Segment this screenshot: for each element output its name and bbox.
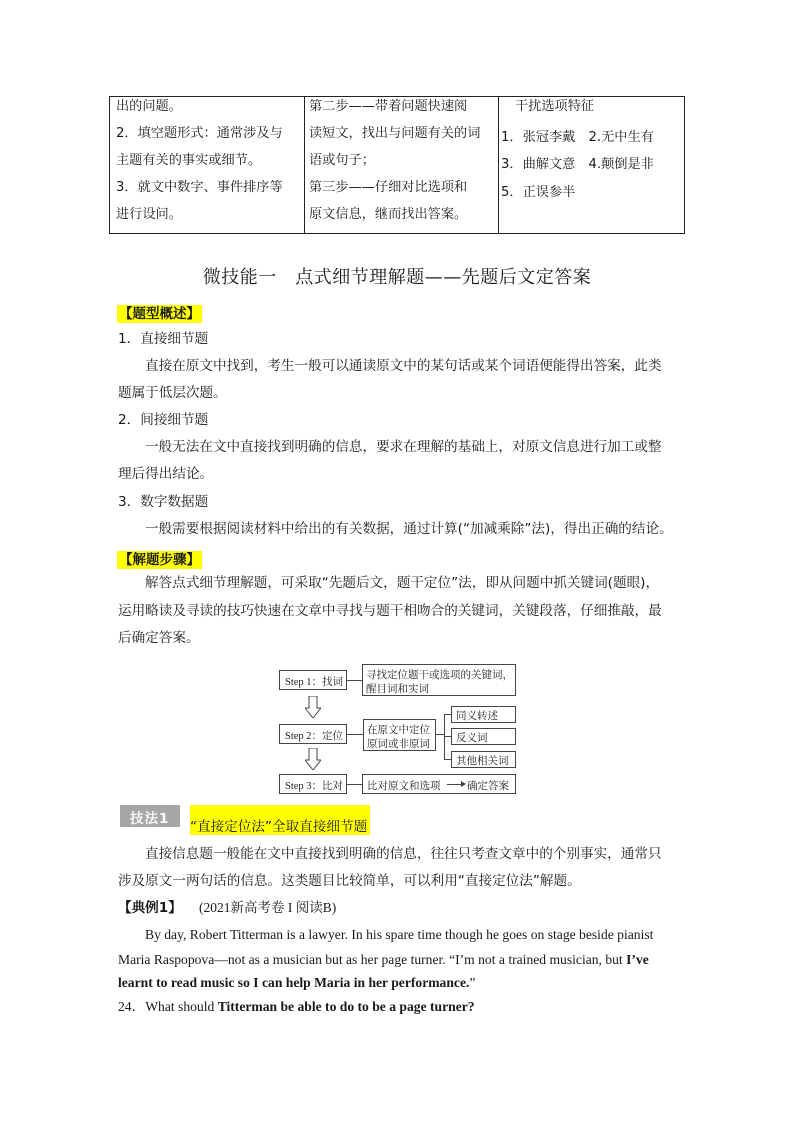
passage-text: Maria Raspopova—not as a musician but as her page turner. “I’m not a trained musician, but [118,952,627,967]
technique-badge [120,805,180,827]
table-column-1 [110,97,305,233]
connector-line [444,736,451,737]
example-label: 【典例1】 [118,900,182,916]
passage-text: ” [469,975,476,990]
table-cell-text: 第三步——仔细对比选项和 [309,180,468,195]
flow-option-label: 其他相关词 [456,756,509,767]
paragraph-text: 直接信息题一般能在文中直接找到明确的信息，往往只考查文章中的个别事实，通常只 [145,846,662,862]
flow-step1-desc-box [362,664,516,696]
table-cell-text: 3．曲解文意 4.颠倒是非 [501,157,654,172]
table-column-2 [305,97,499,233]
paragraph-text: 解答点式细节理解题，可采取“先题后文，题干定位”法，即从问题中抓关键词(题眼)， [145,575,660,591]
table-cell-text: 干扰选项特征 [515,99,595,114]
table-cell-text: 5．正误参半 [501,185,576,200]
connector-line [444,759,451,760]
flow-option-label: 反义词 [456,733,488,744]
example-source: (2021新高考卷 I 阅读B) [199,900,337,915]
flow-step3-result: 确定答案 [467,781,509,792]
english-passage-line [118,952,649,968]
tag-overview: 【题型概述】 [119,306,200,322]
flow-step3-box [279,774,347,794]
connector-line [347,680,362,681]
table-cell-text: 读短文，找出与问题有关的词 [309,126,481,141]
technique-label: 技法1 [130,811,170,827]
down-arrow-icon [305,748,321,770]
section-title: 微技能一 点式细节理解题——先题后文定答案 [202,267,592,288]
flow-step3-label: Step 3：比对 [285,781,344,792]
connector-line [347,784,362,785]
paragraph-text: 题属于低层次题。 [118,385,227,401]
connector-line [436,734,444,735]
table-cell-text: 出的问题。 [116,99,182,114]
flow-option-related [451,751,516,768]
question-text: What should [145,999,218,1014]
heading-direct: 1．直接细节题 [118,331,209,347]
table-cell-text: 进行设问。 [116,207,182,222]
technique-title: “直接定位法”全取直接细节题 [190,819,368,835]
flow-option-antonym [451,728,516,745]
flow-step2-desc-line1: 在原文中定位 [367,725,430,736]
flow-option-synonym [451,706,516,723]
paragraph-text: 后确定答案。 [118,630,200,646]
flow-step2-label: Step 2：定位 [285,731,344,742]
table-cell-text: 3．就文中数字、事件排序等 [116,180,283,195]
table-cell-text: 2．填空题形式：通常涉及与 [116,126,283,141]
english-passage-line [118,975,475,991]
paragraph-text: 涉及原文一两句话的信息。这类题目比较简单，可以利用“直接定位法”解题。 [118,873,581,889]
heading-numeric: 3．数字数据题 [118,494,209,510]
flow-step3-desc-box [362,774,516,794]
english-passage-line: By day, Robert Titterman is a lawyer. In his spare time though he goes on stage beside pianist [145,927,654,942]
table-cell-text: 原文信息，继而找出答案。 [309,207,468,222]
flow-option-label: 同义转述 [456,711,498,722]
tag-steps: 【解题步骤】 [119,552,200,568]
arrow-head-icon [461,781,466,787]
paragraph-text: 一般无法在文中直接找到明确的信息，要求在理解的基础上，对原文信息进行加工或整 [145,439,662,455]
table-cell-text: 主题有关的事实或细节。 [116,153,262,168]
flow-step1-label: Step 1：找词 [285,677,344,688]
flow-step1-box [279,670,347,690]
flow-step3-desc: 比对原文和选项 [367,781,441,792]
flow-step2-box [279,724,347,744]
paragraph-text: 理后得出结论。 [118,466,214,482]
connector-line [347,734,363,735]
flow-step1-desc-line1: 寻找定位题干或选项的关键词， [366,670,513,681]
flow-step1-desc-line2: 醒目词和实词 [366,684,429,695]
flow-step2-desc-line2: 原词或非原词 [367,739,430,750]
heading-indirect: 2．间接细节题 [118,412,209,428]
paragraph-text: 一般需要根据阅读材料中给出的有关数据，通过计算(“加减乘除”法)，得出正确的结论。 [145,521,673,537]
table-column-3 [499,97,685,233]
summary-table [109,96,685,234]
down-arrow-icon [305,696,321,718]
flow-step2-desc-box [363,719,436,751]
paragraph-text: 运用略读及寻读的技巧快速在文章中寻找与题干相吻合的关键词，关键段落，仔细推敲，最 [118,603,662,619]
question-line [118,999,475,1015]
question-number: 24． [118,999,146,1014]
table-cell-text: 1．张冠李戴 2.无中生有 [501,130,654,145]
question-bold-text: Titterman be able to do to be a page turner? [217,999,475,1014]
connector-line [444,714,451,715]
passage-bold-text: learnt to read music so I can help Maria in her performance. [118,975,470,990]
paragraph-text: 直接在原文中找到，考生一般可以通读原文中的某句话或某个词语便能得出答案，此类 [145,358,662,374]
passage-bold-text: I’ve [626,952,649,967]
table-cell-text: 第二步——带着问题快速阅 [309,99,468,114]
table-cell-text: 语或句子； [309,153,375,168]
